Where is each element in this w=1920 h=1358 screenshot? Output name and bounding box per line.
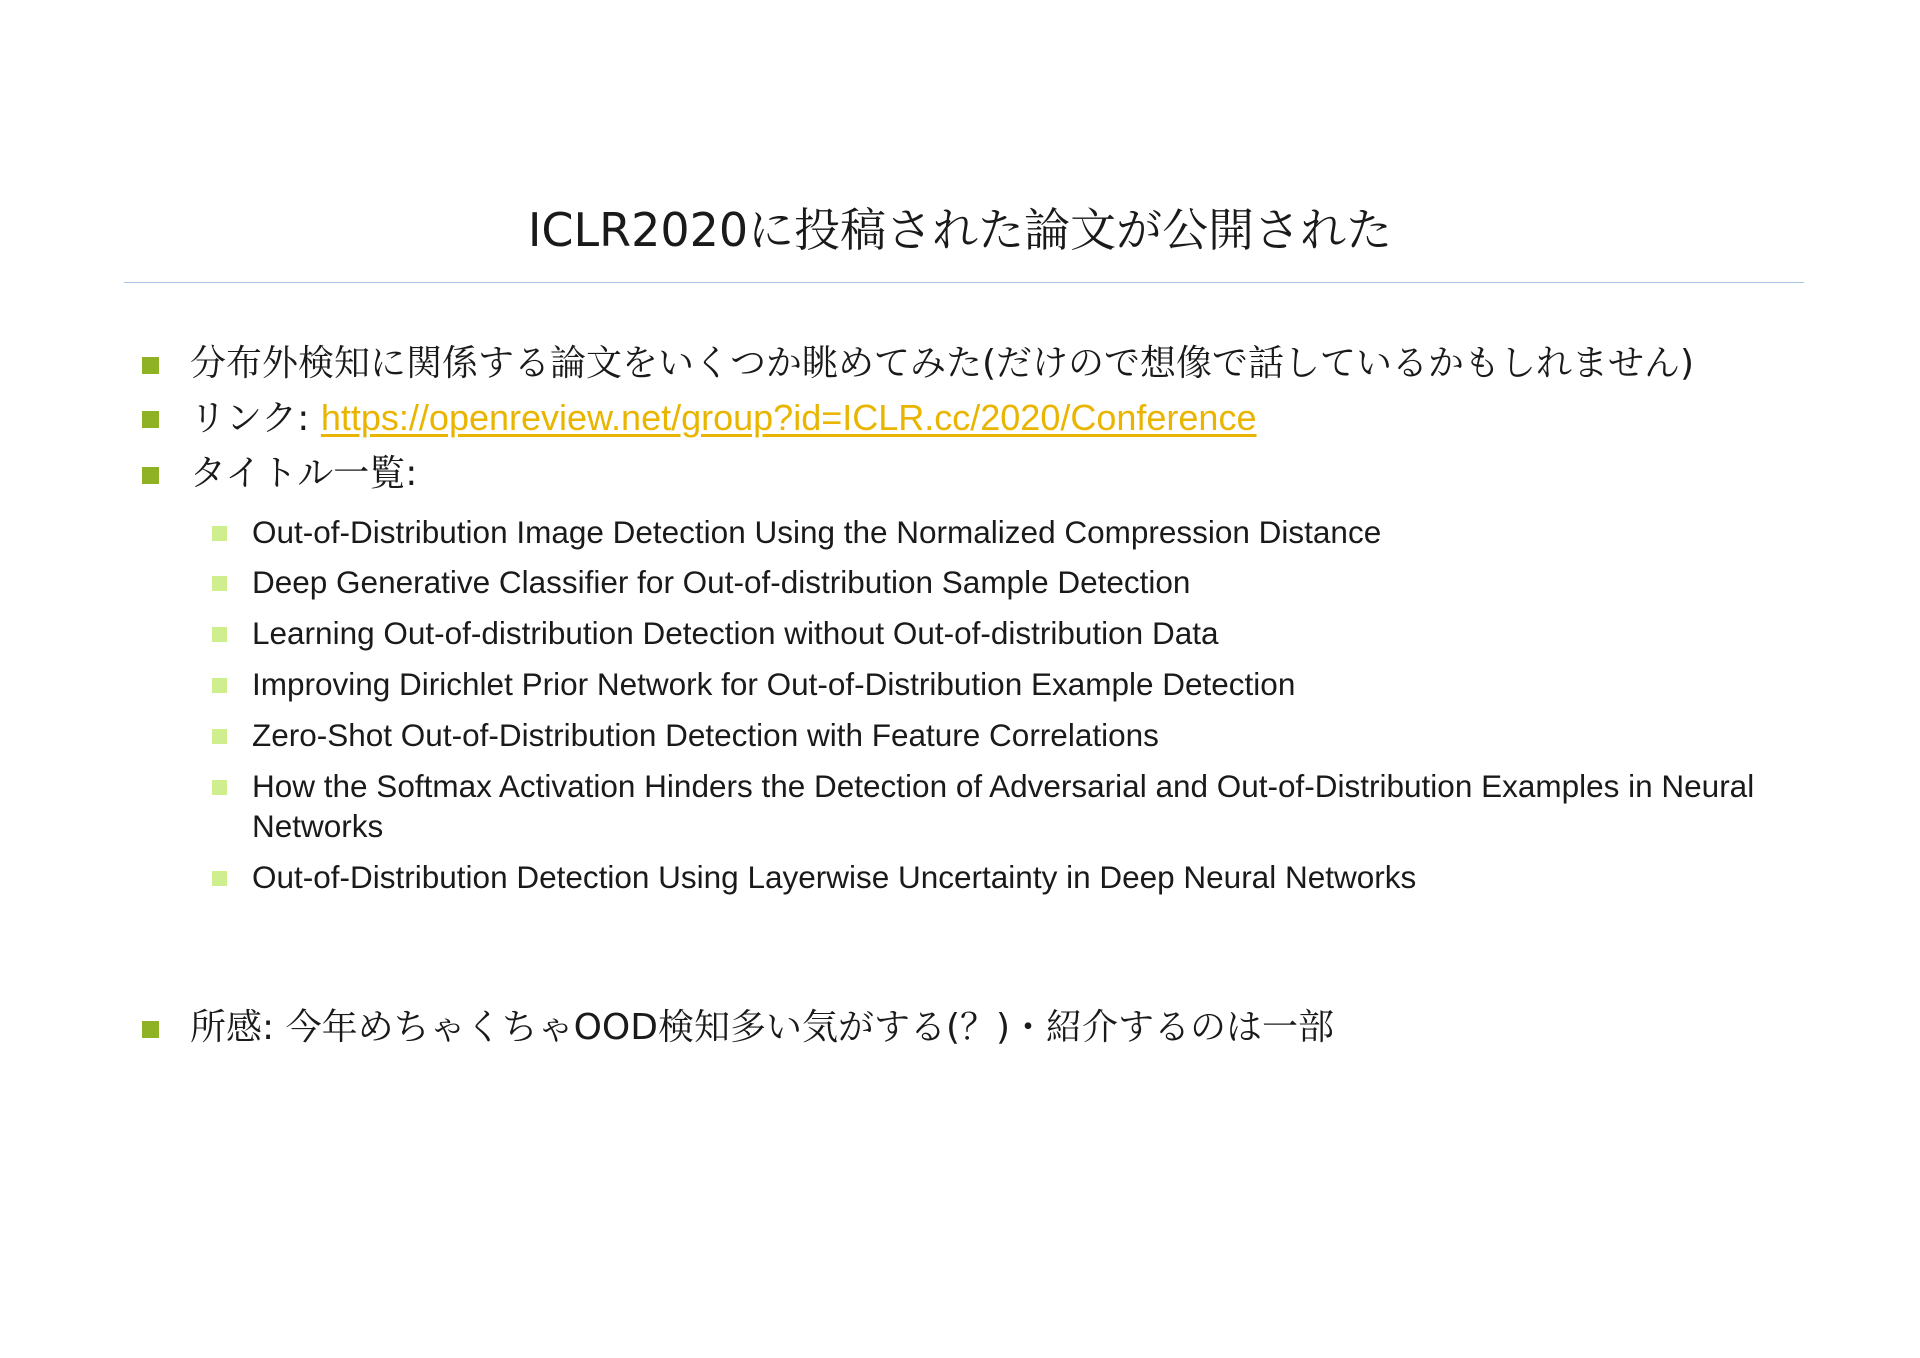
titles-label: タイトル一覧: bbox=[190, 453, 418, 494]
paper-item bbox=[252, 664, 1295, 704]
paper-title: How the Softmax Activation Hinders the Detection of Adversarial and Out-of-Distribution Examples in Neural Networks bbox=[252, 768, 1755, 844]
openreview-link[interactable]: https://openreview.net/group?id=ICLR.cc/2020/Conference bbox=[320, 397, 1257, 438]
link-label: リンク: bbox=[190, 398, 310, 439]
bullet-impression bbox=[190, 1005, 1334, 1051]
sub-bullet-square-icon bbox=[212, 678, 227, 693]
bullet-titles bbox=[190, 451, 417, 497]
bullet-intro bbox=[190, 341, 1694, 387]
sub-bullet-square-icon bbox=[212, 871, 227, 886]
sub-bullet-square-icon bbox=[212, 729, 227, 744]
paper-title: Out-of-Distribution Image Detection Using the Normalized Compression Distance bbox=[252, 514, 1382, 550]
paper-title: Learning Out-of-distribution Detection without Out-of-distribution Data bbox=[252, 615, 1219, 651]
slide-title: ICLR2020に投稿された論文が公開された bbox=[527, 203, 1393, 257]
paper-item bbox=[252, 512, 1381, 552]
bullet-square-icon bbox=[142, 357, 159, 374]
paper-title: Deep Generative Classifier for Out-of-distribution Sample Detection bbox=[252, 564, 1191, 600]
intro-text: 分布外検知に関係する論文をいくつか眺めてみた(だけので想像で話しているかもしれません) bbox=[190, 343, 1695, 384]
paper-title: Zero-Shot Out-of-Distribution Detection with Feature Correlations bbox=[252, 717, 1159, 753]
paper-item bbox=[252, 715, 1159, 755]
sub-bullet-square-icon bbox=[212, 576, 227, 591]
bullet-square-icon bbox=[142, 411, 159, 428]
sub-bullet-square-icon bbox=[212, 780, 227, 795]
impression-text: 所感: 今年めちゃくちゃOOD検知多い気がする(？)・紹介するのは一部 bbox=[190, 1007, 1335, 1048]
bullet-square-icon bbox=[142, 1021, 159, 1038]
paper-title: Out-of-Distribution Detection Using Layerwise Uncertainty in Deep Neural Networks bbox=[252, 859, 1417, 895]
bullet-link bbox=[190, 395, 1256, 442]
paper-item bbox=[252, 857, 1416, 897]
sub-bullet-square-icon bbox=[212, 526, 227, 541]
paper-item bbox=[252, 562, 1190, 602]
sub-bullet-square-icon bbox=[212, 627, 227, 642]
paper-item bbox=[252, 766, 1822, 846]
paper-item bbox=[252, 613, 1219, 653]
paper-title: Improving Dirichlet Prior Network for Out-of-Distribution Example Detection bbox=[252, 666, 1296, 702]
bullet-square-icon bbox=[142, 467, 159, 484]
